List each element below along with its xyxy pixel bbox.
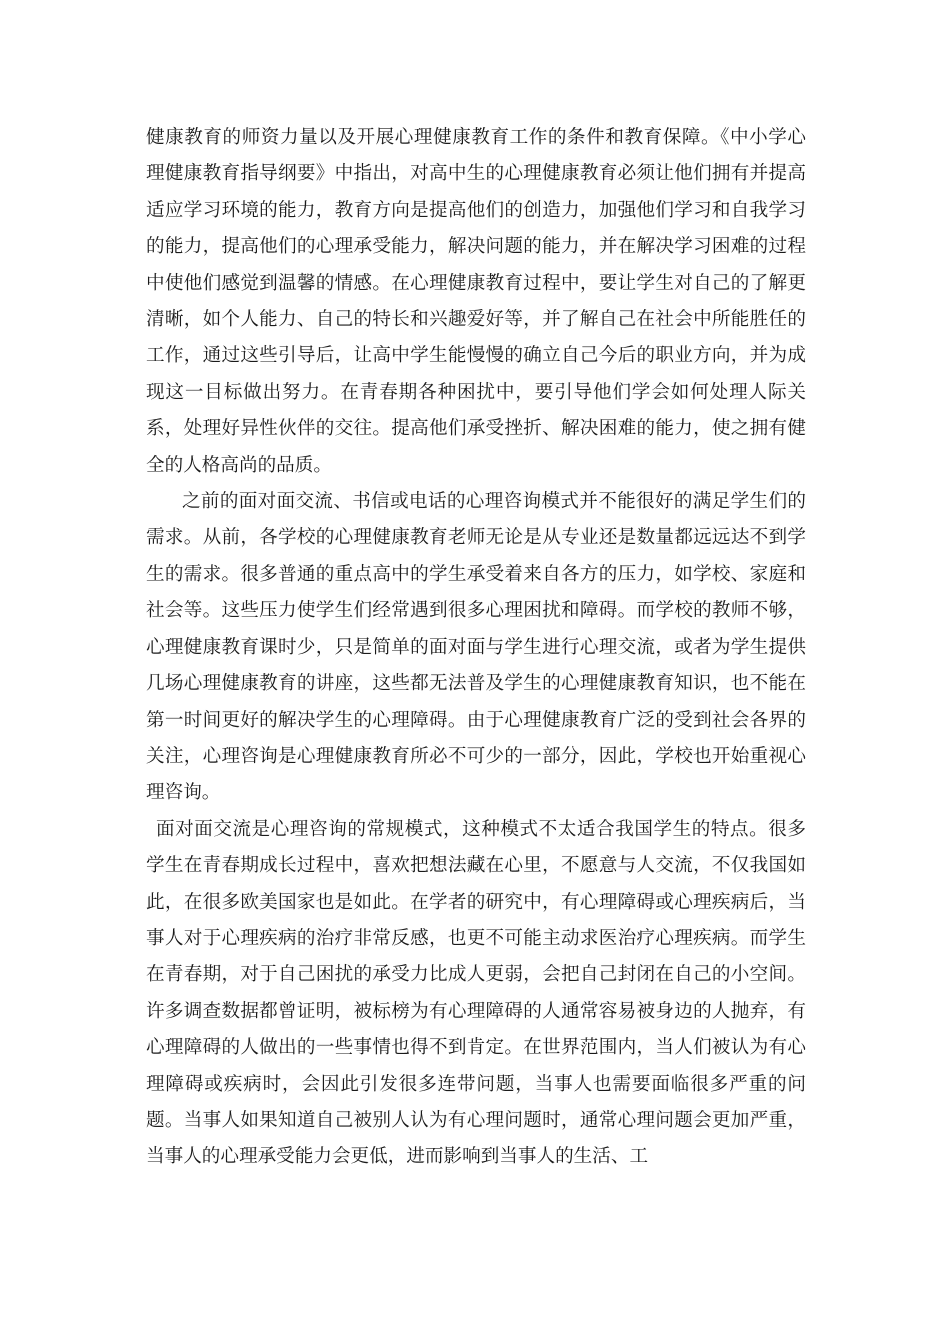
paragraph-3: 面对面交流是心理咨询的常规模式，这种模式不太适合我国学生的特点。很多学生在青春期成长过程中，喜欢把想法藏在心里，不愿意与人交流，不仅我国如此，在很多欧美国家也是如此。在学者的研究中，有心理障碍或心理疾病后，当事人对于心理疾病的治疗非常反感，也更不可能主动求医治疗心理疾病。而学生在青春期，对于自己困扰的承受力比成人更弱，会把自己封闭在自己的小空间。许多调查数据都曾证明，被标榜为有心理障碍的人通常容易被身边的人抛弃，有心理障碍的人做出的一些事情也得不到肯定。在世界范围内，当人们被认为有心理障碍或疾病时，会因此引发很多连带问题，当事人也需要面临很多严重的问题。当事人如果知道自己被别人认为有心理问题时，通常心理问题会更加严重，当事人的心理承受能力会更低，进而影响到当事人的生活、工 (146, 818, 806, 1168)
paragraph-1: 健康教育的师资力量以及开展心理健康教育工作的条件和教育保障。《中小学心理健康教育指导纲要》中指出，对高中生的心理健康教育必须让他们拥有并提高适应学习环境的能力，教育方向是提高他们的创造力，加强他们学习和自我学习的能力，提高他们的心理承受能力，解决问题的能力，并在解决学习困难的过程中使他们感觉到温馨的情感。在心理健康教育过程中，要让学生对自己的了解更清晰，如个人能力、自己的特长和兴趣爱好等，并了解自己在社会中所能胜任的工作，通过这些引导后，让高中学生能慢慢的确立自己今后的职业方向，并为成现这一目标做出努力。在青春期各种困扰中，要引导他们学会如何处理人际关系，处理好异性伙伴的交往。提高他们承受挫折、解决困难的能力，使之拥有健全的人格高尚的品质。 (146, 127, 806, 476)
document-body (146, 120, 806, 1176)
paragraph-2: 之前的面对面交流、书信或电话的心理咨询模式并不能很好的满足学生们的需求。从前，各学校的心理健康教育老师无论是从专业还是数量都远远达不到学生的需求。很多普通的重点高中的学生承受着来自各方的压力，如学校、家庭和社会等。这些压力使学生们经常遇到很多心理困扰和障碍。而学校的教师不够，心理健康教育课时少，只是简单的面对面与学生进行心理交流，或者为学生提供几场心理健康教育的讲座，这些都无法普及学生的心理健康教育知识，也不能在第一时间更好的解决学生的心理障碍。由于心理健康教育广泛的受到社会各界的关注，心理咨询是心理健康教育所必不可少的一部分，因此，学校也开始重视心理咨询。 (146, 491, 806, 804)
